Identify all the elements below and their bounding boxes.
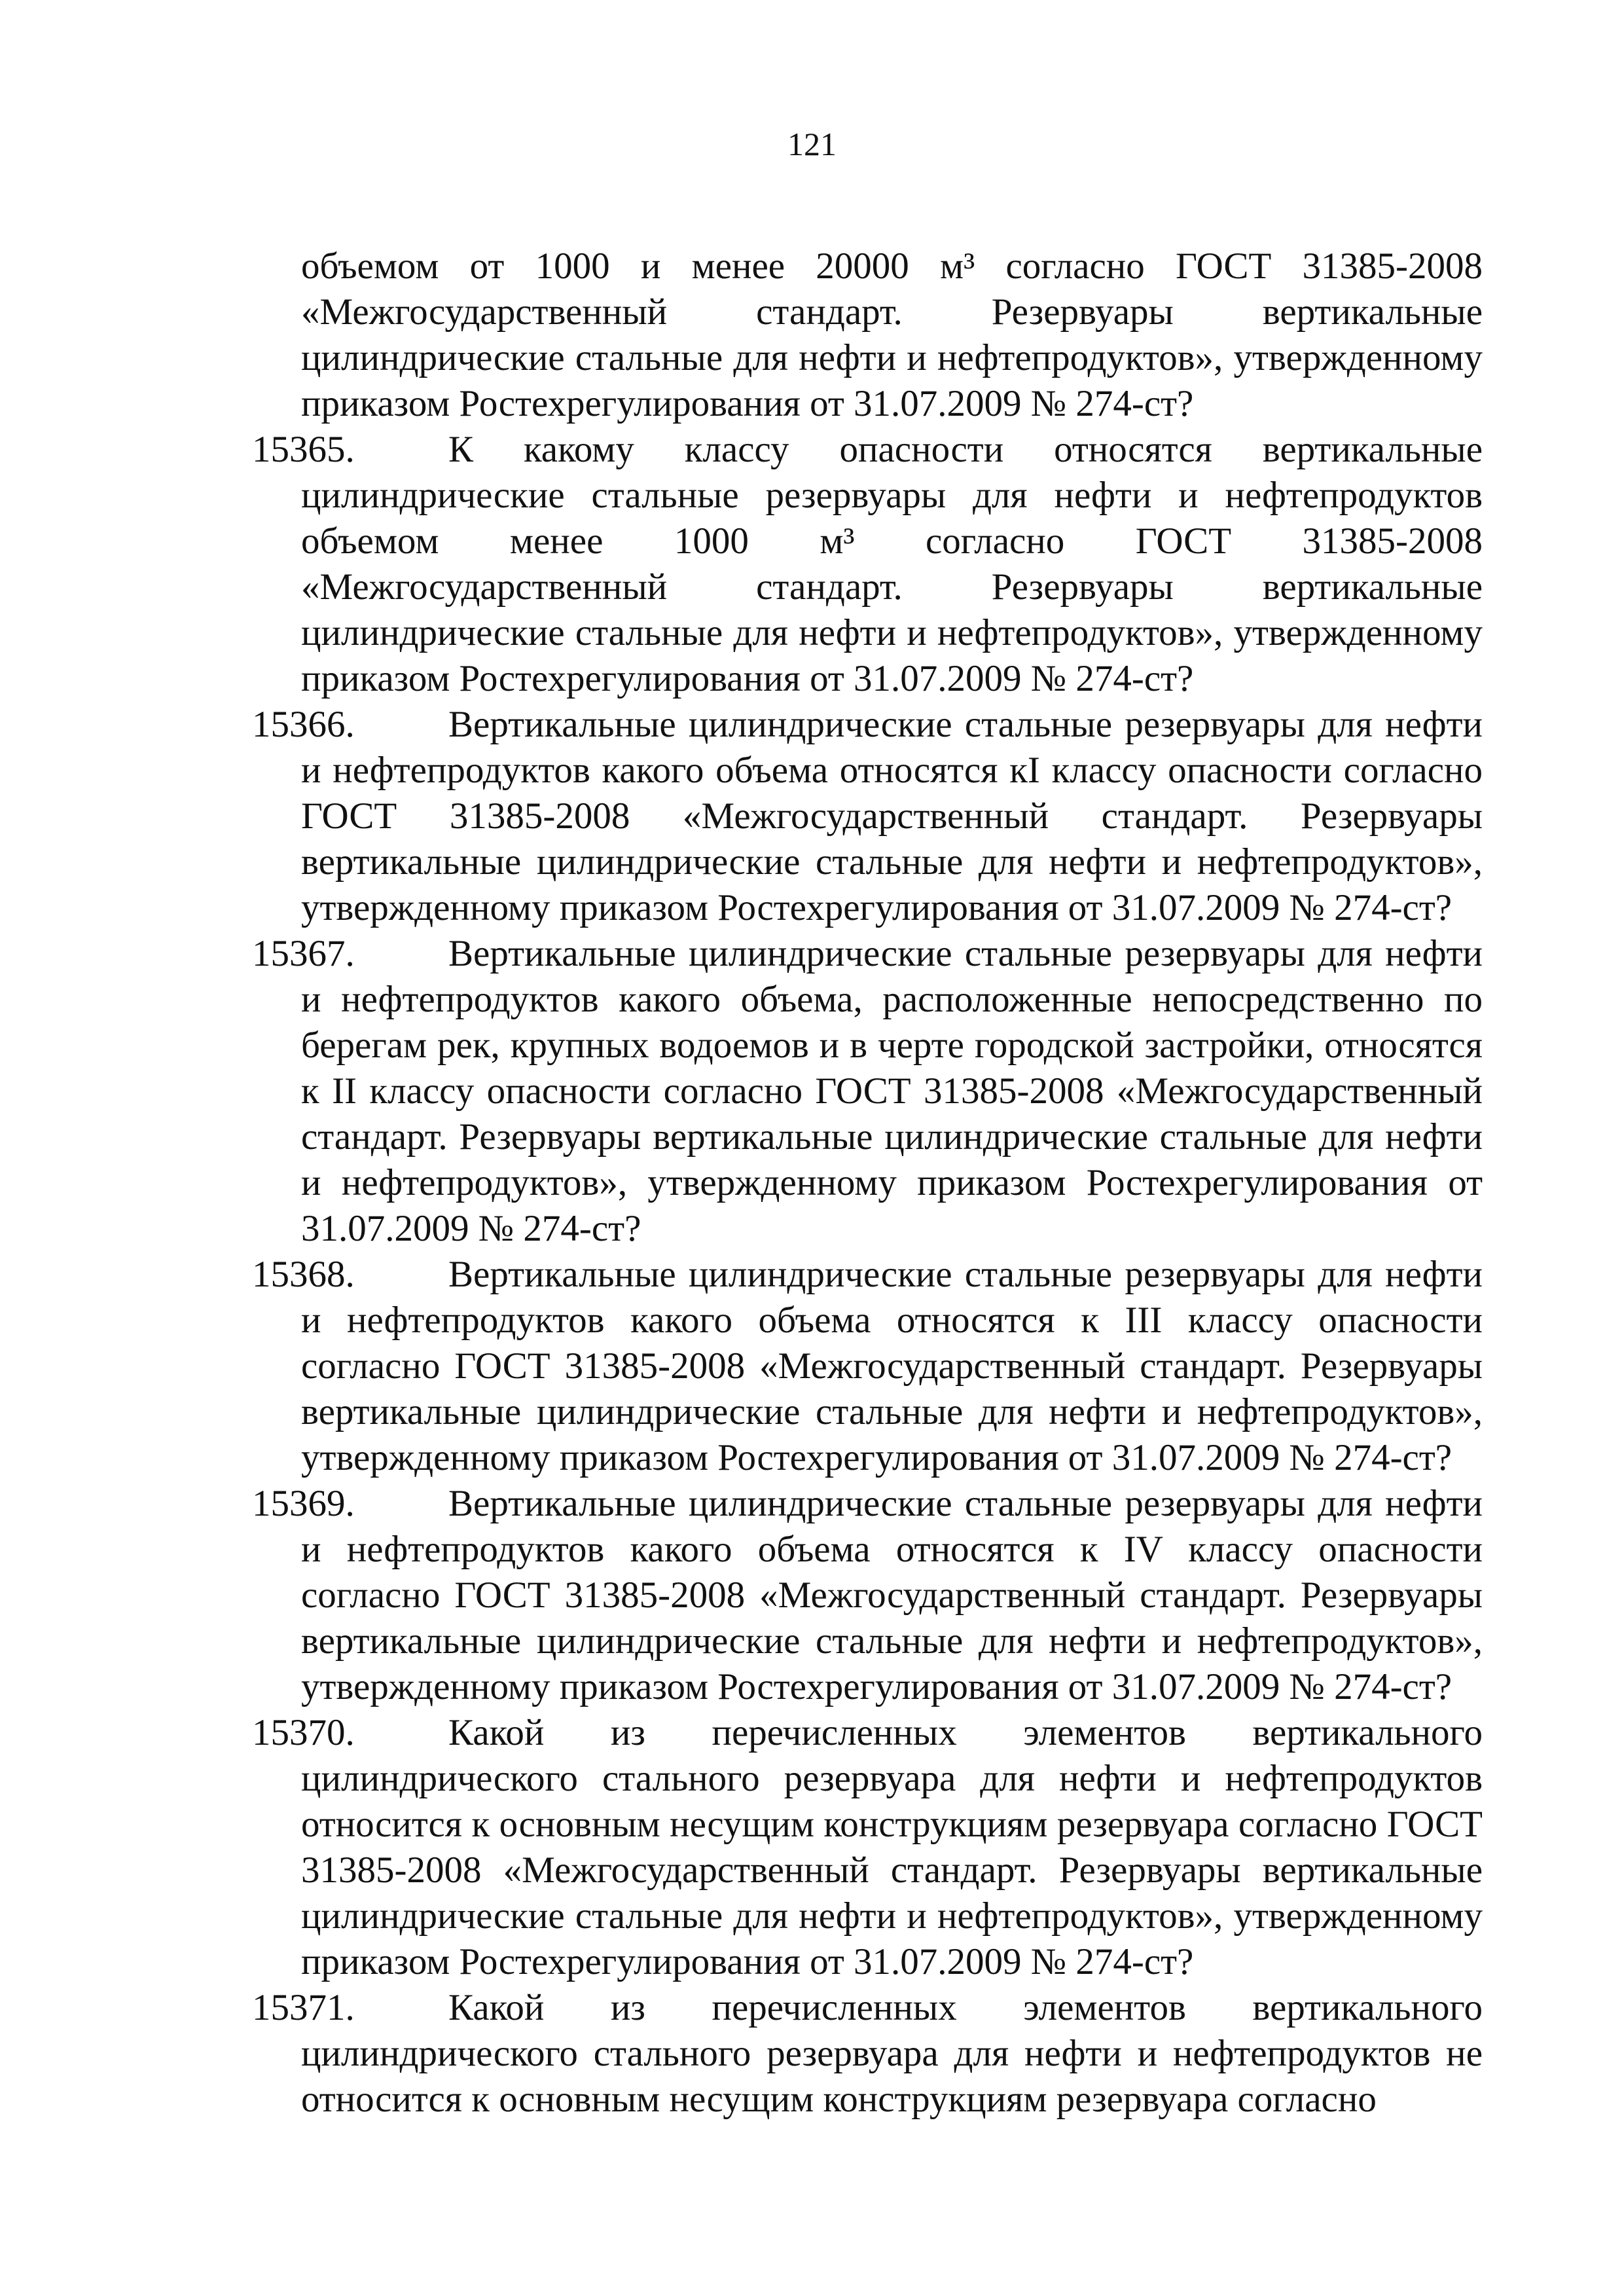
question-item [252, 1985, 1483, 2123]
question-number: 15366. [252, 704, 355, 745]
question-item [252, 427, 1483, 702]
question-text: Вертикальные цилиндрические стальные резервуары для нефти и нефтепродуктов какого объема относятся кI классу опасности согласно ГОСТ 31385-2008 «Межгосударственный стандарт. Резервуары вертикальные цилиндрические стальные для нефти и нефтепродуктов», утвержденному приказом Ростехрегулирования от 31.07.2009 № 274-ст? [301, 704, 1483, 928]
question-item [252, 1710, 1483, 1985]
question-text: Какой из перечисленных элементов вертикального цилиндрического стального резервуара для нефти и нефтепродуктов не относится к основным несущим конструкциям резервуара согласно [301, 1987, 1483, 2120]
question-item [252, 1481, 1483, 1710]
question-number: 15365. [252, 429, 355, 470]
question-text: объемом от 1000 и менее 20000 м³ согласно ГОСТ 31385-2008 «Межгосударственный стандарт. Резервуары вертикальные цилиндрические стальные для нефти и нефтепродуктов», утвержденному приказом Ростехрегулирования от 31.07.2009 № 274-ст? [301, 246, 1483, 424]
question-number: 15367. [252, 933, 355, 974]
question-number: 15371. [252, 1987, 355, 2028]
question-number: 15368. [252, 1254, 355, 1295]
question-item [252, 1252, 1483, 1481]
question-text: Вертикальные цилиндрические стальные резервуары для нефти и нефтепродуктов какого объема относятся к III классу опасности согласно ГОСТ 31385-2008 «Межгосударственный стандарт. Резервуары вертикальные цилиндрические стальные для нефти и нефтепродуктов», утвержденному приказом Ростехрегулирования от 31.07.2009 № 274-ст? [301, 1254, 1483, 1478]
question-item [252, 702, 1483, 931]
question-list [252, 244, 1483, 2123]
question-continuation [252, 244, 1483, 427]
question-text: Вертикальные цилиндрические стальные резервуары для нефти и нефтепродуктов какого объема относятся к IV классу опасности согласно ГОСТ 31385-2008 «Межгосударственный стандарт. Резервуары вертикальные цилиндрические стальные для нефти и нефтепродуктов», утвержденному приказом Ростехрегулирования от 31.07.2009 № 274-ст? [301, 1483, 1483, 1707]
question-item [252, 931, 1483, 1252]
question-text: К какому классу опасности относятся вертикальные цилиндрические стальные резервуары для нефти и нефтепродуктов объемом менее 1000 м³ согласно ГОСТ 31385-2008 «Межгосударственный стандарт. Резервуары вертикальные цилиндрические стальные для нефти и нефтепродуктов», утвержденному приказом Ростехрегулирования от 31.07.2009 № 274-ст? [301, 429, 1483, 699]
question-text: Вертикальные цилиндрические стальные резервуары для нефти и нефтепродуктов какого объема, расположенные непосредственно по берегам рек, крупных водоемов и в черте городской застройки, относятся к II классу опасности согласно ГОСТ 31385-2008 «Межгосударственный стандарт. Резервуары вертикальные цилиндрические стальные для нефти и нефтепродуктов», утвержденному приказом Ростехрегулирования от 31.07.2009 № 274-ст? [301, 933, 1483, 1249]
question-text: Какой из перечисленных элементов вертикального цилиндрического стального резервуара для нефти и нефтепродуктов относится к основным несущим конструкциям резервуара согласно ГОСТ 31385-2008 «Межгосударственный стандарт. Резервуары вертикальные цилиндрические стальные для нефти и нефтепродуктов», утвержденному приказом Ростехрегулирования от 31.07.2009 № 274-ст? [301, 1712, 1483, 1982]
question-number: 15369. [252, 1483, 355, 1524]
page-number: 121 [787, 126, 837, 162]
question-number: 15370. [252, 1712, 355, 1753]
